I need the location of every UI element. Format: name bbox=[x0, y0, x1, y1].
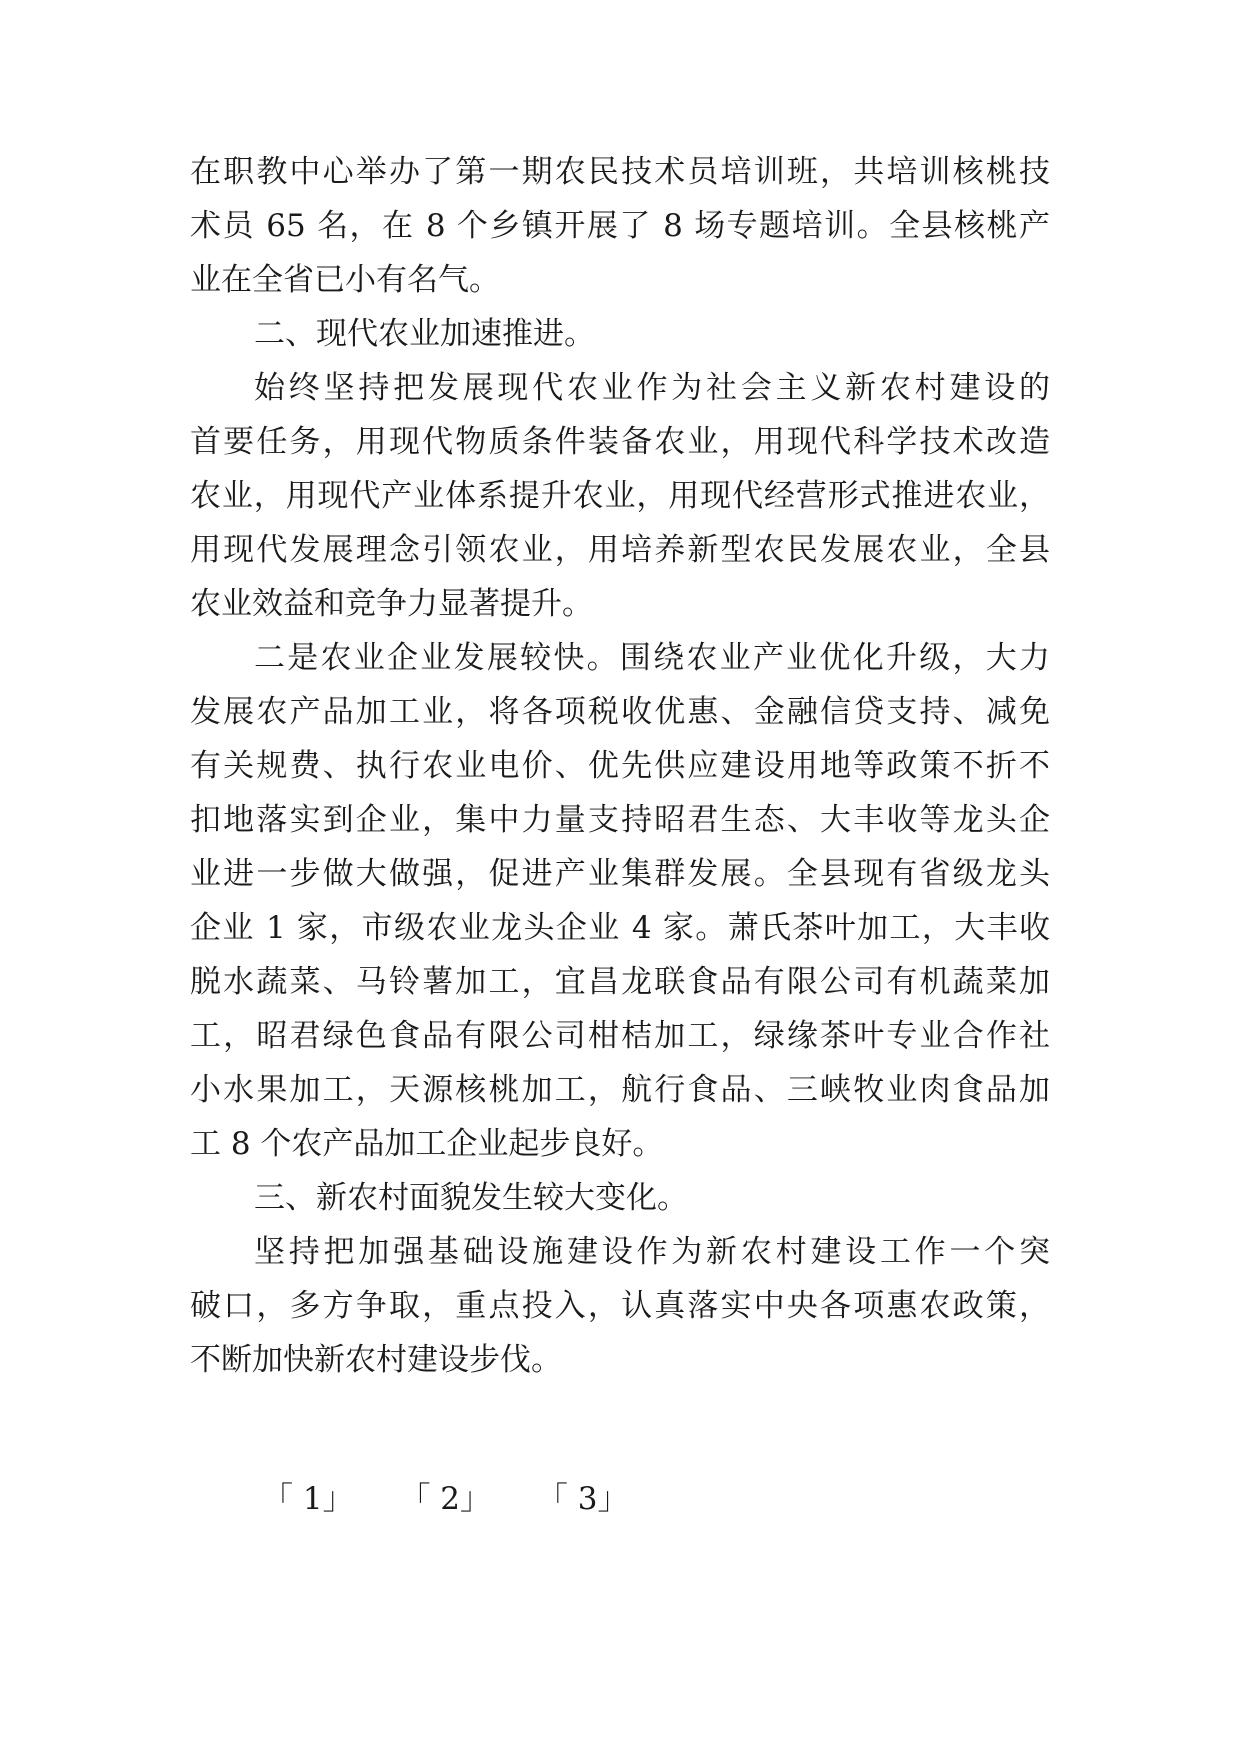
body-text-line: 业在全省已小有名气。 bbox=[190, 262, 500, 298]
body-text-line: 业进一步做大做强，促进产业集群发展。全县现有省级龙头 bbox=[190, 856, 1050, 892]
body-text-line: 农业效益和竞争力显著提升。 bbox=[190, 586, 593, 622]
body-text-line: 用现代发展理念引领农业，用培养新型农民发展农业，全县 bbox=[190, 532, 1050, 568]
body-text-line: 二是农业企业发展较快。围绕农业产业优化升级，大力 bbox=[254, 640, 1050, 676]
section-heading: 二、现代农业加速推进。 bbox=[254, 316, 595, 352]
body-text-line: 始终坚持把发展现代农业作为社会主义新农村建设的 bbox=[254, 370, 1050, 406]
body-text-line: 企业 1 家，市级农业龙头企业 4 家。萧氏茶叶加工，大丰收 bbox=[190, 910, 1050, 946]
body-text-line: 发展农产品加工业，将各项税收优惠、金融信贷支持、减免 bbox=[190, 694, 1050, 730]
section-heading: 三、新农村面貌发生较大变化。 bbox=[254, 1180, 688, 1216]
page-link-2[interactable]: 「 2」 bbox=[399, 1481, 492, 1517]
body-text-line: 工，昭君绿色食品有限公司柑桔加工，绿缘茶叶专业合作社 bbox=[190, 1018, 1050, 1054]
body-text-line: 工 8 个农产品加工企业起步良好。 bbox=[190, 1126, 664, 1162]
body-text-line: 破口，多方争取，重点投入，认真落实中央各项惠农政策， bbox=[190, 1288, 1050, 1324]
body-text-line: 有关规费、执行农业电价、优先供应建设用地等政策不折不 bbox=[190, 748, 1050, 784]
body-text-line: 不断加快新农村建设步伐。 bbox=[190, 1342, 562, 1378]
body-text-line: 脱水蔬菜、马铃薯加工，宜昌龙联食品有限公司有机蔬菜加 bbox=[190, 964, 1050, 1000]
body-text-line: 在职教中心举办了第一期农民技术员培训班，共培训核桃技 bbox=[190, 154, 1050, 190]
body-text-line: 术员 65 名，在 8 个乡镇开展了 8 场专题培训。全县核桃产 bbox=[190, 208, 1050, 244]
page-link-3[interactable]: 「 3」 bbox=[536, 1481, 629, 1517]
body-text-line: 扣地落实到企业，集中力量支持昭君生态、大丰收等龙头企 bbox=[190, 802, 1050, 838]
body-text-line: 坚持把加强基础设施建设作为新农村建设工作一个突 bbox=[254, 1234, 1050, 1270]
body-text-line: 首要任务，用现代物质条件装备农业，用现代科学技术改造 bbox=[190, 424, 1050, 460]
pagination bbox=[262, 1479, 664, 1519]
body-text-line: 小水果加工，天源核桃加工，航行食品、三峡牧业肉食品加 bbox=[190, 1072, 1050, 1108]
page-link-1[interactable]: 「 1」 bbox=[262, 1481, 354, 1517]
body-text-line: 农业，用现代产业体系提升农业，用现代经营形式推进农业， bbox=[190, 478, 1050, 514]
